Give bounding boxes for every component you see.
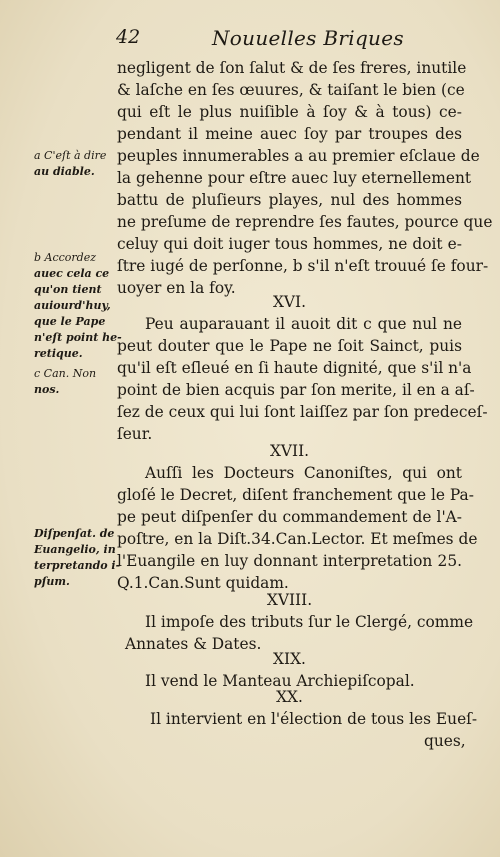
section-heading: XVIII. <box>266 591 313 609</box>
margin-note: n'eſt point he- <box>34 331 122 344</box>
margin-note: auec cela ce <box>34 267 110 280</box>
text-line: celuy qui doit iuger tous hommes, ne doit e- <box>117 235 462 253</box>
text-line: ſeur. <box>117 425 153 443</box>
text-line: ne preſume de reprendre ſes fautes, pource que <box>117 213 493 231</box>
text-line: peut douter que le Pape ne ſoit Sainct, puis <box>117 337 462 355</box>
text-line: uoyer en la foy. <box>117 279 236 297</box>
text-line: Il intervient en l'élection de tous les Eueſ- <box>150 710 478 728</box>
text-line: peuples innumerables a au premier eſclaue de <box>117 147 480 165</box>
text-line: ſtre iugé de perſonne, b s'il n'eſt trouué ſe four- <box>117 257 489 275</box>
margin-note: Euangelio, in <box>34 543 116 556</box>
margin-note: Diſpenſat. de <box>34 527 115 540</box>
text-line: Q.1.Can.Sunt quidam. <box>117 574 289 592</box>
section-heading: XIX. <box>273 650 306 668</box>
margin-note: auiourd'huy, <box>34 299 111 312</box>
text-line: la gehenne pour eſtre auec luy eternellement <box>117 169 472 187</box>
margin-note: a C'eſt à dire <box>34 149 107 162</box>
section-heading: XVI. <box>272 293 307 311</box>
page-number: 42 <box>116 26 141 48</box>
page-header <box>116 26 486 52</box>
margin-note: c Can. Non <box>34 367 97 380</box>
section-heading: XX. <box>276 688 303 706</box>
text-line: battu de pluſieurs playes, nul des hommes <box>117 191 462 209</box>
text-line: Annates & Dates. <box>125 635 262 653</box>
section-heading: XVII. <box>269 442 310 460</box>
margin-note: que le Pape <box>34 315 106 328</box>
text-line: poſtre, en la Diſt.34.Can.Lector. Et meſmes de <box>117 530 478 548</box>
text-line: ques, <box>424 732 466 750</box>
margin-note: pſum. <box>34 575 70 588</box>
text-line: l'Euangile en luy donnant interpretation 25. <box>117 552 462 570</box>
margin-note: nos. <box>34 383 60 396</box>
text-line: point de bien acquis par ſon merite, il en a aſ- <box>117 381 475 399</box>
text-line: Auſſi les Docteurs Canoniſtes, qui ont <box>145 464 462 482</box>
text-line: & laſche en ſes œuures, & taiſant le bien (ce <box>117 81 465 99</box>
running-title: Nouuelles Briques <box>212 26 404 50</box>
text-line: pe peut diſpenſer du commandement de l'A- <box>117 508 462 526</box>
text-line: negligent de ſon ſalut & de ſes freres, inutile <box>117 59 467 77</box>
text-line: Peu auparauant il auoit dit c que nul ne <box>145 315 462 333</box>
text-line: Il vend le Manteau Archiepiſcopal. <box>145 672 415 690</box>
text-line: ſez de ceux qui lui ſont laiſſez par ſon predeceſ- <box>117 403 488 421</box>
margin-note: b Accordez <box>34 251 97 264</box>
text-line: qu'il eſt eſleué en ſi haute dignité, que s'il n'a <box>117 359 472 377</box>
text-line: qui eſt le plus nuiſible à ſoy & à tous) ce- <box>117 103 462 121</box>
text-line: pendant il meine auec ſoy par troupes des <box>117 125 462 143</box>
margin-note: retique. <box>34 347 83 360</box>
text-line: gloſé le Decret, diſent franchement que le Pa- <box>117 486 474 504</box>
text-line: Il impoſe des tributs ſur le Clergé, comme <box>145 613 474 631</box>
margin-note: au diable. <box>34 165 95 178</box>
margin-note: terpretando i- <box>34 559 121 572</box>
margin-note: qu'on tient <box>34 283 102 296</box>
